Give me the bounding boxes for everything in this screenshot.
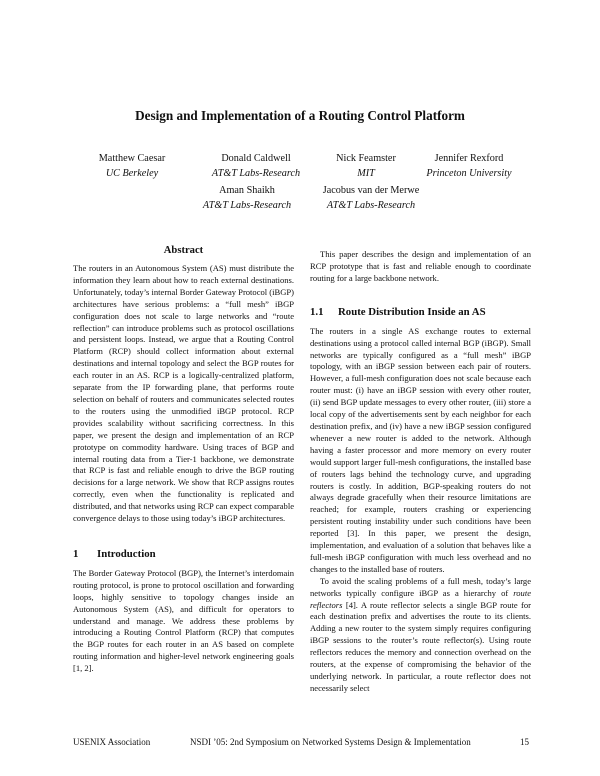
author-name: Matthew Caesar	[98, 153, 166, 164]
author-block	[389, 151, 549, 181]
page-number: 15	[520, 737, 529, 747]
footer-center: NSDI ’05: 2nd Symposium on Networked Systems Design & Implementation	[190, 737, 471, 747]
text-run: To avoid the scaling problems of a full mesh, today’s large networks typically configure iBGP as a hierarchy of	[310, 575, 531, 598]
footer-left: USENIX Association	[73, 737, 151, 747]
section-heading-route-distribution	[310, 305, 531, 319]
right-column	[310, 249, 531, 695]
author-affiliation: MIT	[357, 168, 375, 179]
author-name: Nick Feamster	[336, 153, 396, 164]
left-column	[73, 244, 294, 675]
section-number: 1.1	[310, 305, 324, 318]
author-name: Aman Shaikh	[219, 185, 275, 196]
author-name: Donald Caldwell	[221, 153, 291, 164]
author-affiliation: Princeton University	[426, 168, 512, 179]
abstract-text: The routers in an Autonomous System (AS) must distribute the information they learn about how to reach external destinations. Unfortunately, today’s internal Border Gateway Protocol (iBGP) architectures have serious problems: a “full mesh” iBGP configuration does not scale to large networks and “route reflection” can introduce problems such as protocol oscillations and persistent loops. Instead, we argue that a Routing Control Platform (RCP) should collect information about external destinations and internal topology and select the BGP routes for each router in an AS. RCP is a logically-centralized platform, separate from the IP forwarding plane, that performs route selection on behalf of routers and communicates selected routes to the routers using the unmodified iBGP protocol. RCP provides scalability without sacrificing correctness. In this paper, we present the design and implementation of an RCP prototype on commodity hardware. Using traces of BGP and internal routing data from a Tier-1 backbone, we demonstrate that RCP is fast and reliable enough to drive the BGP routing decisions for a large network. We show that RCP assigns routes correctly, even when the functionality is replicated and distributed, and that networks using RCP can expect comparable convergence delays to those using today’s iBGP architectures.	[73, 263, 294, 524]
author-affiliation: AT&T Labs-Research	[202, 200, 292, 211]
author-block	[291, 183, 451, 213]
text-run: [4]. A route reflector selects a single BGP route for each destination prefix and advertises the route to its clients. Adding a new router to the system simply requires configuring iBGP sessions to the router’s route reflector(s). Using route reflectors reduces the memory and connection overhead on the routers, at the expense of compromising the behavior of the underlying network. In particular, a route reflector does not necessarily select	[310, 599, 531, 693]
section-number: 1	[73, 547, 79, 560]
abstract-heading: Abstract	[163, 245, 204, 256]
paragraph: The Border Gateway Protocol (BGP), the Internet’s interdomain routing protocol, is prone to protocol oscillation and forwarding loops, highly sensitive to topology changes inside an Autonomous System (AS), and difficult for operators to understand and manage. We address these problems by introducing a Routing Control Platform (RCP) that computes the BGP routes for each router in an AS based on complete routing information and higher-level network engineering goals [1, 2].	[73, 567, 294, 674]
section-title: Introduction	[97, 547, 156, 560]
author-affiliation: UC Berkeley	[105, 168, 159, 179]
author-affiliation: AT&T Labs-Research	[211, 168, 301, 179]
author-affiliation: AT&T Labs-Research	[326, 200, 416, 211]
paragraph: This paper describes the design and implementation of an RCP prototype that is fast and reliable enough to coordinate routing for a large backbone network.	[310, 249, 531, 283]
section-title: Route Distribution Inside an AS	[338, 305, 486, 318]
paragraph	[310, 576, 531, 695]
emphasis: route reflectors	[310, 587, 531, 610]
author-name: Jennifer Rexford	[434, 153, 504, 164]
author-name: Jacobus van der Merwe	[322, 185, 420, 196]
paper-title: Design and Implementation of a Routing Control Platform	[135, 108, 465, 123]
section-heading-introduction	[73, 547, 294, 561]
paragraph: The routers in a single AS exchange routes to external destinations using a protocol called internal BGP (iBGP). Small networks are typically configured as a “full mesh” iBGP topology, with an iBGP session between each pair of routers. However, a full-mesh configuration does not scale because each router must: (i) have an iBGP session with every other router, (ii) send BGP update messages to every other router, (iii) store a local copy of the advertisements sent by each neighbor for each destination prefix, and (iv) have a new iBGP session configured whenever a new router is added to the network. Although having a faster processor and more memory on every router would support larger full-mesh configurations, the installed base of routers lags behind the technology curve, and upgrading routers is costly. In addition, BGP-speaking routers do not always degrade gracefully when their resource limitations are reached; for example, routers crashing or experiencing persistent routing instability under such conditions have been reported [3]. In this paper, we present the design, implementation, and evaluation of a solution that behaves like a full-mesh iBGP configuration with much less overhead and no changes to the installed base of routers.	[310, 325, 531, 574]
